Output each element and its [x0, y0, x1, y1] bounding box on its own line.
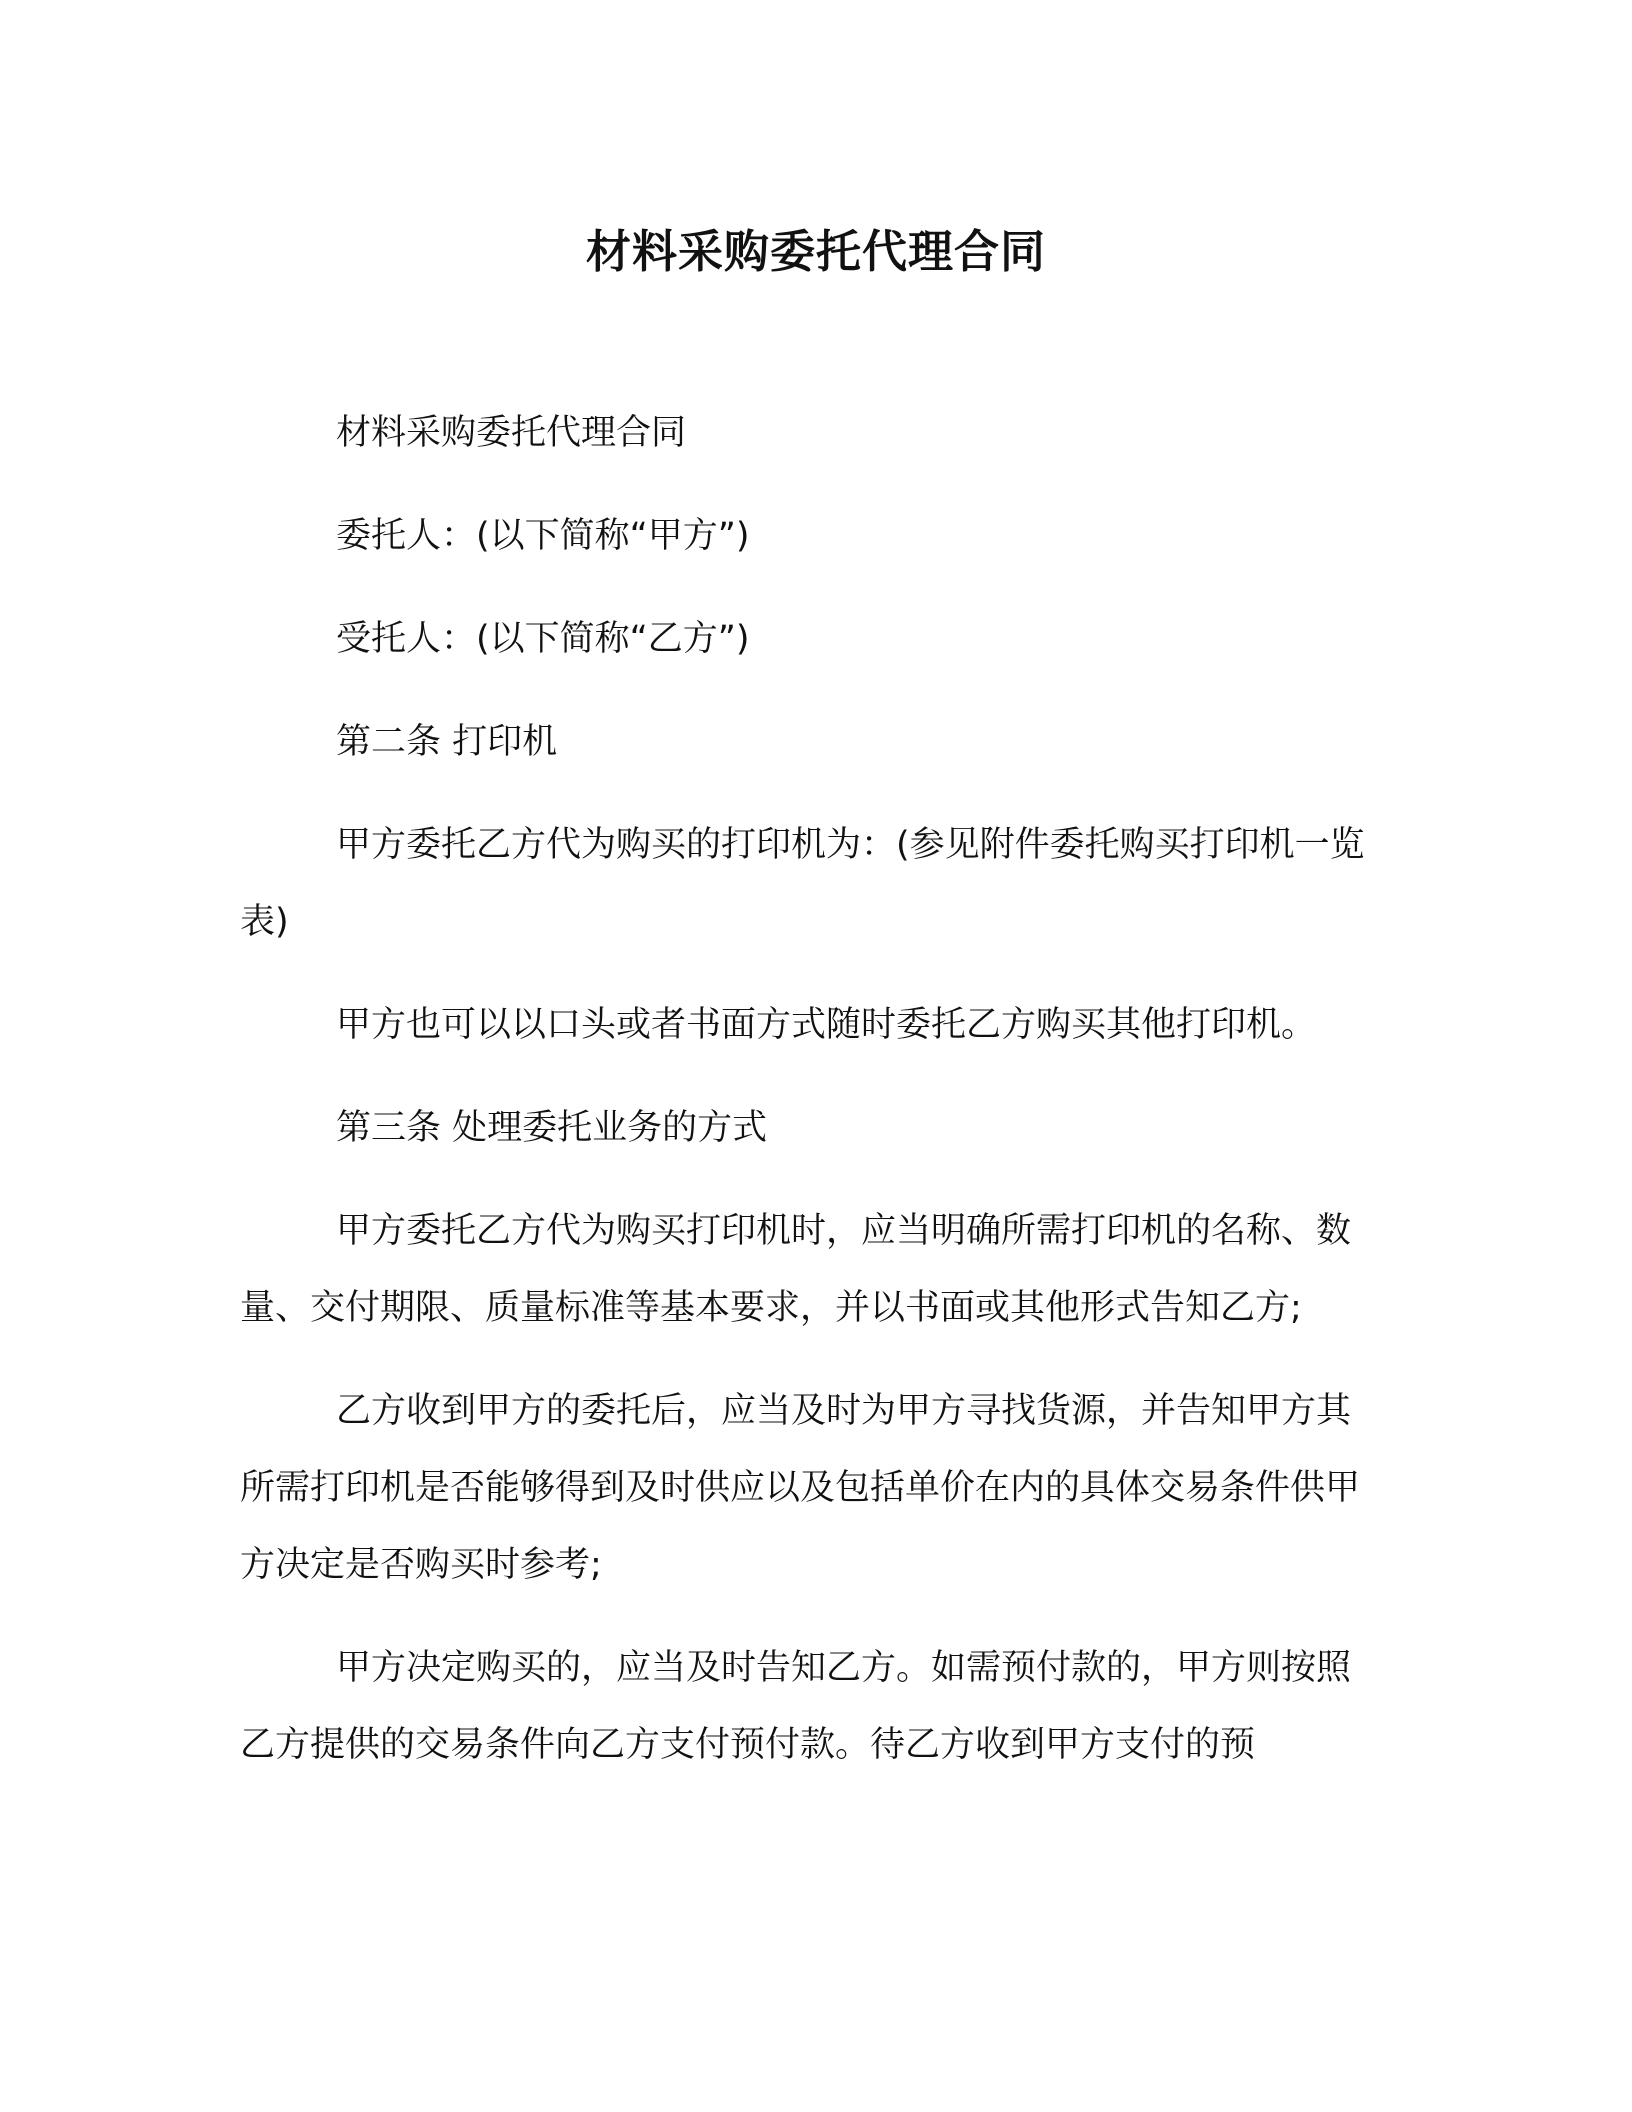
paragraph-article-2-other: 甲方也可以以口头或者书面方式随时委托乙方购买其他打印机。 — [336, 1005, 1317, 1045]
paragraph-heading: 材料采购委托代理合同 — [336, 413, 687, 453]
document-title: 材料采购委托代理合同 — [585, 225, 1046, 278]
paragraph-principal: 委托人：(以下简称“甲方”) — [336, 516, 750, 556]
paragraph-article-3-clause-1: 甲方委托乙方代为购买打印机时，应当明确所需打印机的名称、数量、交付期限、质量标准等基本要求，并以书面或其他形式告知乙方; — [240, 1211, 1352, 1328]
paragraph-article-3-clause-3: 甲方决定购买的，应当及时告知乙方。如需预付款的，甲方则按照乙方提供的交易条件向乙方支付预付款。待乙方收到甲方支付的预 — [240, 1648, 1352, 1765]
paragraph-agent: 受托人：(以下简称“乙方”) — [336, 619, 750, 659]
paragraph-article-3-clause-2: 乙方收到甲方的委托后，应当及时为甲方寻找货源，并告知甲方其所需打印机是否能够得到及时供应以及包括单价在内的具体交易条件供甲方决定是否购买时参考; — [240, 1391, 1361, 1585]
paragraph-article-2-heading: 第二条 打印机 — [336, 722, 558, 762]
document-body — [240, 395, 1380, 1810]
paragraph-article-2-items: 甲方委托乙方代为购买的打印机为：(参见附件委托购买打印机一览表) — [240, 825, 1365, 942]
paragraph-article-3-heading: 第三条 处理委托业务的方式 — [336, 1108, 768, 1148]
